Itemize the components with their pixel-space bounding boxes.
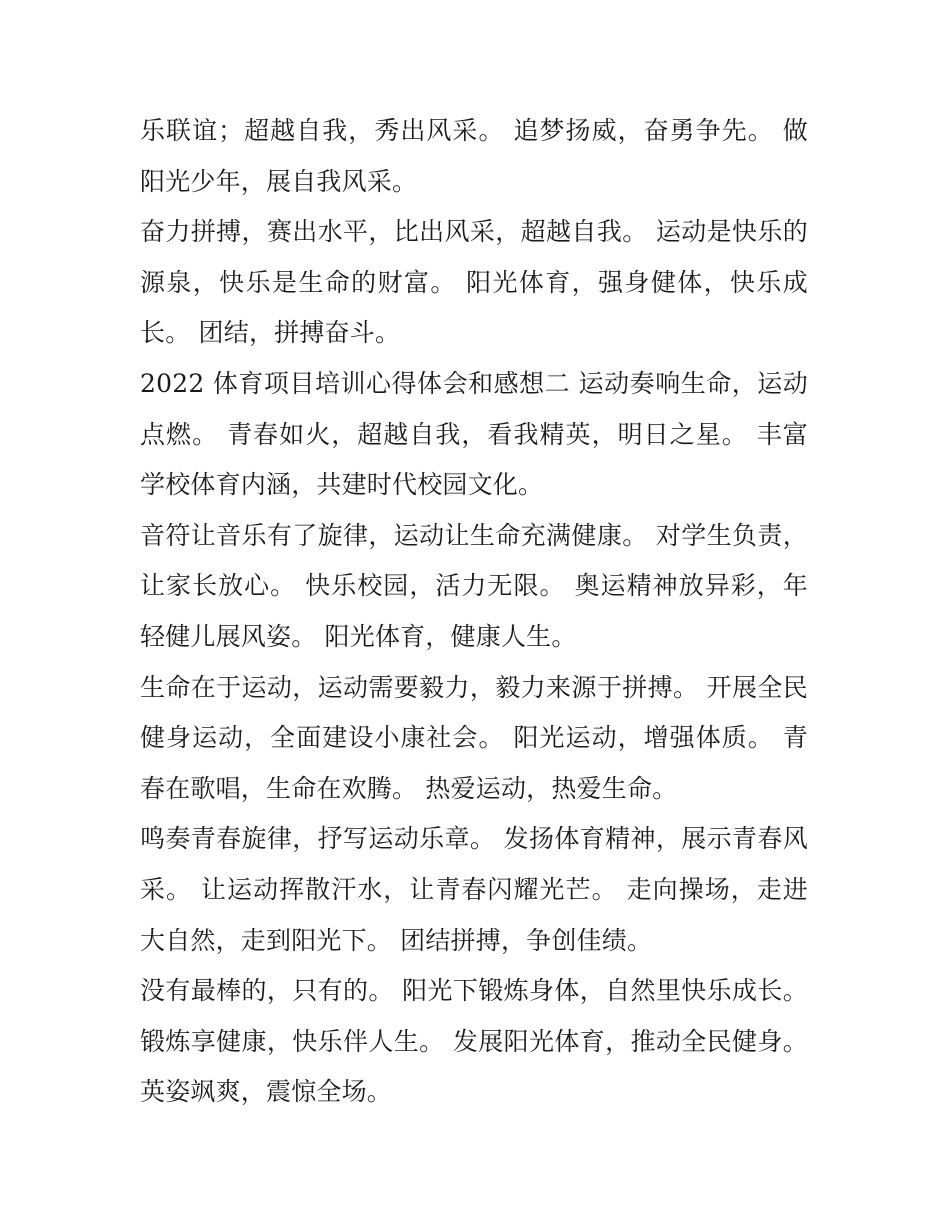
paragraph-3: 2022 体育项目培训心得体会和感想二 运动奏响生命，运动点燃。 青春如火，超越自我，看我精英，明日之星。 丰富学校体育内涵，共建时代校园文化。	[140, 368, 808, 500]
paragraph-7: 没有最棒的，只有的。 阳光下锻炼身体，自然里快乐成长。 锻炼享健康，快乐伴人生。 发展阳光体育，推动全民健身。 英姿飒爽，震惊全场。	[140, 976, 808, 1107]
paragraph-2: 奋力拼搏，赛出水平，比出风采，超越自我。 运动是快乐的源泉，快乐是生命的财富。 阳光体育，强身健体，快乐成长。 团结，拼搏奋斗。	[140, 217, 808, 348]
paragraph-6: 鸣奏青春旋律，抒写运动乐章。 发扬体育精神，展示青春风采。 让运动挥散汗水，让青春闪耀光芒。 走向操场，走进大自然，走到阳光下。 团结拼搏，争创佳绩。	[140, 824, 808, 955]
paragraph-1: 乐联谊；超越自我，秀出风采。 追梦扬威，奋勇争先。 做阳光少年，展自我风采。	[140, 116, 808, 196]
paragraph-4: 音符让音乐有了旋律，运动让生命充满健康。 对学生负责，让家长放心。 快乐校园，活力无限。 奥运精神放异彩，年轻健儿展风姿。 阳光体育，健康人生。	[140, 520, 808, 651]
paragraph-5: 生命在于运动，运动需要毅力，毅力来源于拼搏。 开展全民健身运动，全面建设小康社会。 阳光运动，增强体质。 青春在歌唱，生命在欢腾。 热爱运动，热爱生命。	[140, 672, 808, 803]
document-body	[140, 106, 808, 1118]
